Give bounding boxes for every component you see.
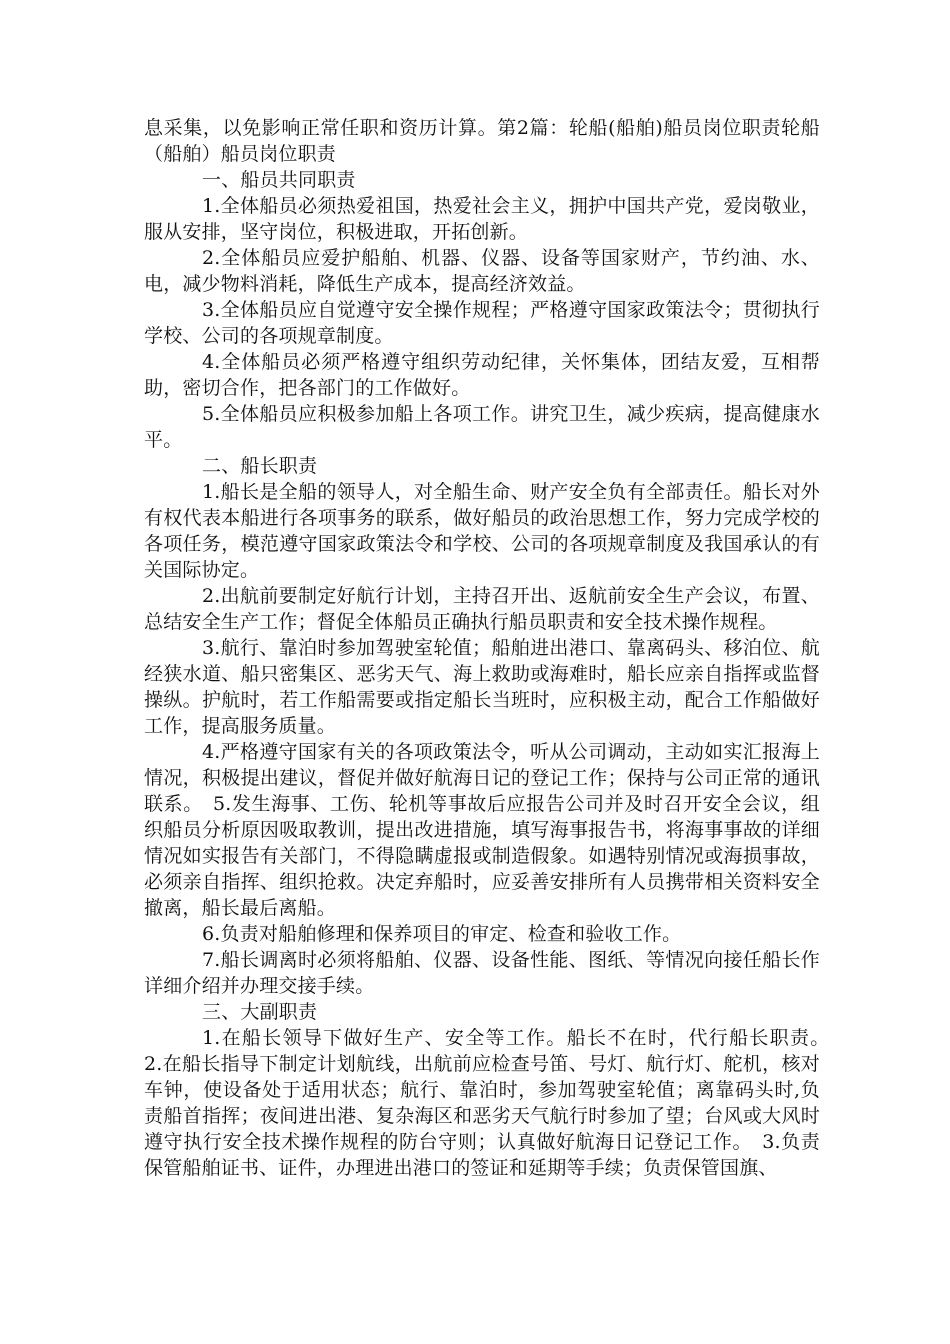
paragraph: 5.全体船员应积极参加船上各项工作。讲究卫生，减少疾病，提高健康水平。 (144, 403, 820, 451)
paragraph: 6.负责对船舶修理和保养项目的审定、检查和验收工作。 (202, 923, 682, 945)
section-heading-chief-officer-duties: 三、大副职责 (202, 1001, 318, 1023)
paragraph: 1.在船长领导下做好生产、安全等工作。船长不在时，代行船长职责。 2.在船长指导下制定计划航线，出航前应检查号笛、号灯、航行灯、舵机，核对车钟，使设备处于适用状态；航行、靠泊时，参加驾驶室轮值；离靠码头时,负责船首指挥；夜间进出港、复杂海区和恶劣天气航行时参加了望；台风或大风时遵守执行安全技术操作规程的防台守则；认真做好航海日记登记工作。 3.负责保管船舶证书、证件，办理进出港口的签证和延期等手续；负责保管国旗、 (144, 1027, 840, 1179)
paragraph: 3.全体船员应自觉遵守安全操作规程；严格遵守国家政策法令；贯彻执行学校、公司的各项规章制度。 (144, 299, 820, 347)
paragraph: 1.船长是全船的领导人，对全船生命、财产安全负有全部责任。船长对外有权代表本船进行各项事务的联系，做好船员的政治思想工作，努力完成学校的各项任务，模范遵守国家政策法令和学校、公司的各项规章制度及我国承认的有关国际协定。 (144, 481, 820, 581)
document-body (144, 115, 840, 1181)
paragraph-continuation-and-title: 息采集，以免影响正常任职和资历计算。第2篇：轮船(船舶)船员岗位职责轮船（船舶）船员岗位职责 (144, 117, 820, 165)
paragraph: 4.全体船员必须严格遵守组织劳动纪律，关怀集体，团结友爱，互相帮助，密切合作，把各部门的工作做好。 (144, 351, 820, 399)
paragraph: 4.严格遵守国家有关的各项政策法令，听从公司调动，主动如实汇报海上情况，积极提出建议，督促并做好航海日记的登记工作；保持与公司正常的通讯联系。 5.发生海事、工伤、轮机等事故后应报告公司并及时召开安全会议，组织船员分析原因吸取教训，提出改进措施，填写海事报告书，将海事事故的详细情况如实报告有关部门，不得隐瞒虚报或制造假象。如遇特别情况或海损事故，必须亲自指挥、组织抢救。决定弃船时，应妥善安排所有人员携带相关资料安全撤离，船长最后离船。 (144, 741, 820, 919)
paragraph: 7.船长调离时必须将船舶、仪器、设备性能、图纸、等情况向接任船长作详细介绍并办理交接手续。 (144, 949, 820, 997)
paragraph: 2.出航前要制定好航行计划，主持召开出、返航前安全生产会议，布置、总结安全生产工作；督促全体船员正确执行船员职责和安全技术操作规程。 (144, 585, 820, 633)
paragraph: 2.全体船员应爱护船舶、机器、仪器、设备等国家财产，节约油、水、电，减少物料消耗，降低生产成本，提高经济效益。 (144, 247, 820, 295)
section-heading-common-duties: 一、船员共同职责 (202, 169, 356, 191)
paragraph: 1.全体船员必须热爱祖国，热爱社会主义，拥护中国共产党，爱岗敬业，服从安排，坚守岗位，积极进取，开拓创新。 (144, 195, 820, 243)
paragraph: 3.航行、靠泊时参加驾驶室轮值；船舶进出港口、靠离码头、移泊位、航经狭水道、船只密集区、恶劣天气、海上救助或海难时，船长应亲自指挥或监督操纵。护航时，若工作船需要或指定船长当班时，应积极主动，配合工作船做好工作，提高服务质量。 (144, 637, 820, 737)
section-heading-captain-duties: 二、船长职责 (202, 455, 318, 477)
